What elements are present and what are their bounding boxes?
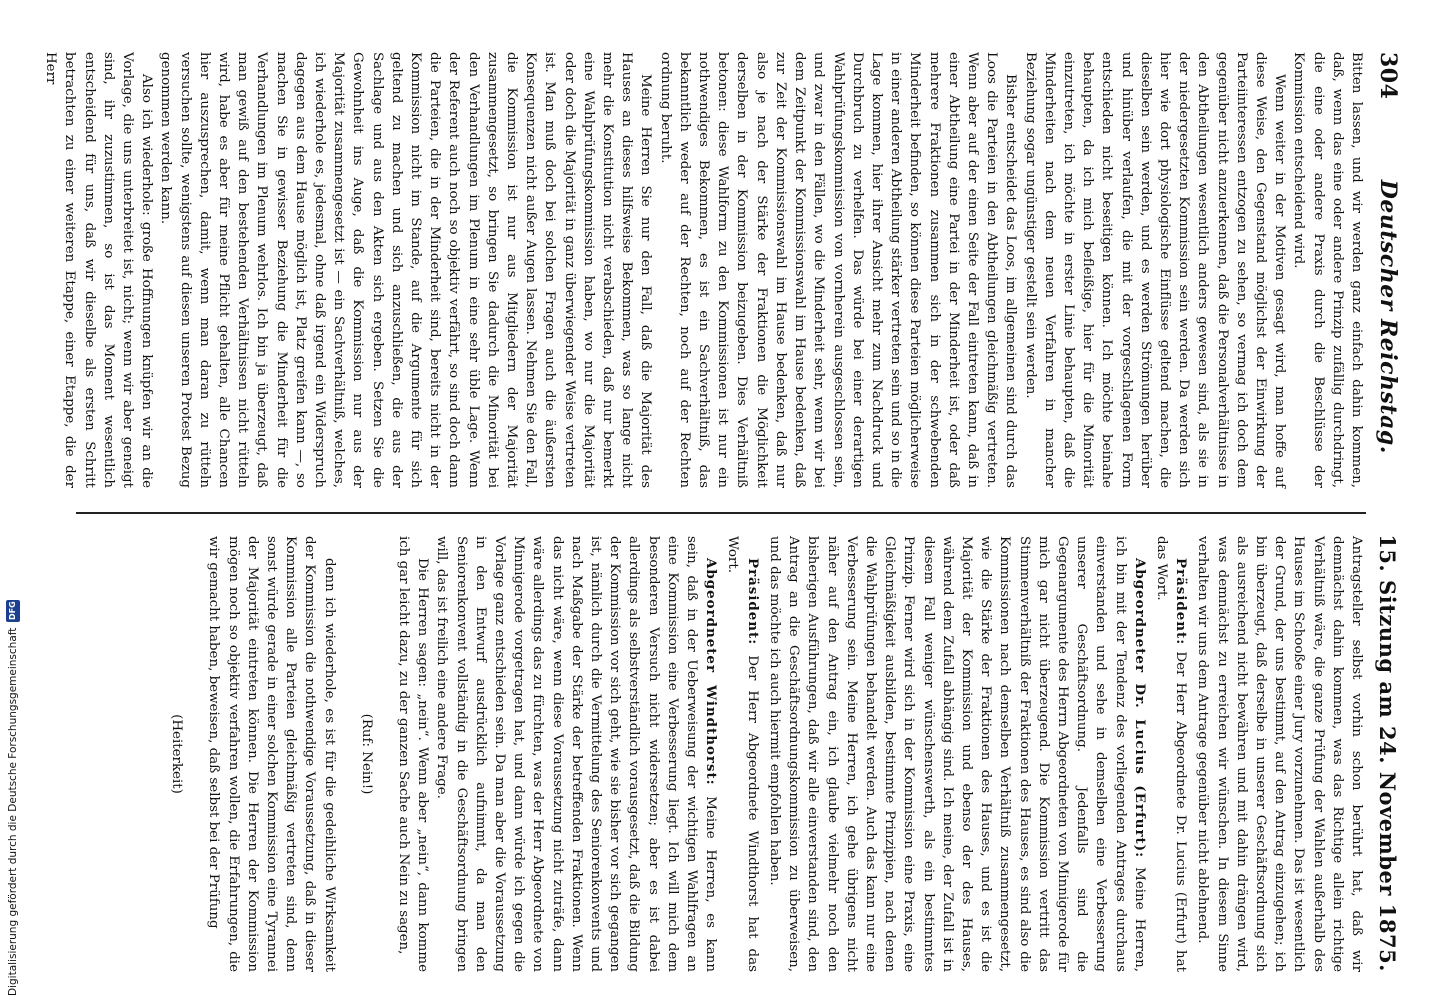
speaker-label: Präsident: — [744, 558, 761, 646]
credit-text: Digitalisierung gefördert durch die Deutsche Forschungsgemeinschaft — [7, 627, 19, 996]
left-column — [43, 52, 1366, 488]
speaker-label: Abgeordneter Windthorst: — [703, 558, 720, 786]
interjection: (Heiterkeit) — [169, 714, 185, 794]
rotated-page-content — [43, 52, 1408, 972]
body-paragraph: Wenn weiter in der Motiven gesagt wird, man hoffe auf diese Weise, den Gegenstand möglichst der Einwirkung der Parteiinteressen entzogen zu sehen, so vermag ich doch dem gegenüber nicht anzuerkennen, daß die Personalverhältnisse in den Abtheilungen wesentlich anders gewesen sind, als sie in der niedergesetzten Kommission sein werden. Da werden sich hier wie dort physiologische Einflüsse geltend machen, die dieselben sein werden, und es werden Strömungen herüber und hinüber verlaufen, die mit der vorgeschlagenen Form entschieden nicht beseitigen können. Ich möchte beinahe behaupten, da ich mich befleißige, hier für die Minorität einzutreten, ich möchte in erster Linie behaupten, daß die Minderheiten nach dem neuen Verfahren in mancher Beziehung sogar ungünstiger gestellt sein werden. — [1022, 52, 1288, 488]
speaker-label: Abgeordneter Dr. Lucius (Erfurt): — [1131, 558, 1148, 859]
body-paragraph: denn ich wiederhole, es ist für die gedeihliche Wirksamkeit der Kommission die nothwendige Voraussetzung, daß in dieser Kommission alle Parteien gleichmäßig vertreten sind, denn sonst würde gerade in einer solchen Kommission eine Tyrannei der Majorität eintreten können. Die Herren der Kommission mögen noch so objektiv verfahren wollen, die Erfahrungen, die wir gemacht haben, beweisen, daß selbst bei der Prüfung — [206, 536, 337, 972]
speech-text: Meine Herren, es kann sein, daß in der Ueberweisung der wichtigen Wahlfragen an eine Kommission eine Verbesserung liegt. Ich will mich dem besonderen Versuch nicht widersetzen; aber es ist dabei allerdings als selbstverständlich vorausgesetzt, daß die Bildung der Kommission vor sich geht, wie sie bisher vor sich gegangen ist, nämlich durch die Vermittelung des Seniorenkonvents und nach Maßgabe der Stärke der betreffenden Fraktionen. Wenn das nicht wäre, wenn diese Voraussetzung nicht zuträfe, dann wäre allerdings das zu fürchten, was der Herr Abgeordnete von Minnigerode vorgetragen hat, und dann würde ich gegen die Vorlage ganz entschieden sein. Da man aber die Voraussetzung in den Entwurf ausdrücklich aufnimmt, da man den Seniorenkonvent vollständig in die Geschäftsordnung bringen will, das ist freilich eine andere Frage. — [434, 536, 719, 972]
speech-text: Meine Herren, ich bin mit der Tendenz des vorliegenden Antrages durchaus einverstanden und sehe in demselben eine Verbesserung unserer Geschäftsordnung. Jedenfalls sind die Gegenargumente des Herrn Abgeordneten von Minnigerode für mich gar nicht überzeugend. Die Kommission vertritt das Stimmenverhältniß der Fraktionen des Hauses, es sind also die Kommissionen nach demselben Verhältniß zusammengesetzt, wie die Stärke der Fraktionen des Hauses, und es ist die Majorität der Kommission und ebenso der des Hauses, während dem Zufall abhängig sind. Ich meine, der Zufall ist in diesem Fall weniger wünschenswerth, als ein bestimmtes Prinzip. Ferner wird sich in der Kommission eine Praxis, eine Gleichmäßigkeit ausbilden, bestimmte Prinzipien, nach denen die Wahlprüfungen behandelt werden. Auch das kann nur eine Verbesserung sein. Meine Herren, ich gehe übrigens nicht näher auf den Antrag ein, ich glaube vielmehr noch den bisherigen Ausführungen, daß wir alle einverstanden sind, den Antrag an die Geschäftsordnungskommission zu überweisen, und das möchte ich auch hiermit empfohlen haben. — [766, 536, 1147, 972]
session-date: 15. Sitzung am 24. November 1875. — [1375, 534, 1401, 972]
body-paragraph: Bisher entscheidet das Loos, im allgemeinen sind durch das Loos die Parteien in den Abtheilungen gleichmäßig vertreten. Wenn aber auf der einen Seite der Fall eintreten kann, daß in einer Abtheilung eine Partei in der Minderheit ist, oder daß mehrere Fraktionen zusammen sich in der schwebenden Minderheit befinden, so können diese Parteien möglicherweise in einer anderen Abtheilung stärker vertreten sein und so in die Lage kommen, hier ihrer Ansicht mehr zum Nachdruck und Durchbruch zu verhelfen. Das würde bei einer derartigen Wahlprüfungskommission von vornherein ausgeschlossen sein, und zwar in den Fällen, wo die Minderheit sehr, wenn wir bei dem Zeitpunkt der Kommissionswahl im Hause bedenken, daß zur Zeit der Kommissionswahl im Hause bedenken, daß nur also je nach der Stärke der Fraktionen die Möglichkeit derselben in der Kommission beizugeben. Dies Verhältniß betonen: diese Wahlform zu den Kommissionen ist nur ein nothwendiges Bekommen, es ist ein Sachverhältniß, das bekanntlich weder auf der Rechten, noch auf der Rechten ordnung beruht. — [657, 52, 1019, 488]
page-number: 304 — [1375, 52, 1401, 100]
speaker-paragraph — [432, 536, 720, 972]
speaker-paragraph — [1152, 536, 1190, 972]
speech-text: Der Herr Abgeordnete Windthorst hat das Wort. — [725, 536, 760, 972]
dfg-logo: DFG — [6, 600, 20, 622]
speaker-paragraph — [765, 536, 1149, 972]
running-title: Deutscher Reichstag. — [1375, 179, 1401, 454]
right-column — [76, 536, 1366, 972]
body-paragraph: Also ich wiederhole: große Hoffnungen knüpfen wir an die Vorlage, die uns unterbreitet ist, nicht; wenn wir aber geneigt sind, ihr zuzustimmen, so ist das Moment wesentlich entscheidend für uns, daß wir dieselbe als ersten Schritt betrachten zu einer weiteren Etappe, einer Etappe, die der Herr — [43, 52, 155, 488]
column-divider — [76, 512, 1366, 514]
speaker-label: Präsident: — [1173, 558, 1190, 646]
interjection: (Ruf: Nein!) — [358, 713, 374, 795]
body-paragraph: Meine Herren Sie nur den Fall, daß die Majorität des Hauses an dieses hilfsweise Bekommen, was so lange nicht mehr die Konstitution nicht verabschieden, daß nur bemerkt eine Wahlprüfungskommission haben, wo nur die Majorität oder doch die Majorität in ganz überwiegender Weise vertreten ist. Man muß doch bei solchen Fragen auch die äußersten Konsequenzen nicht außer Augen lassen. Nehmen Sie den Fall, die Kommission ist nur aus Mitgliedern der Majorität zusammengesetzt, so bringen Sie dadurch die Minorität bei den Verhandlungen im Plenum in eine sehr üble Lage. Wenn der Referent auch noch so objektiv verfährt, so sind doch dann die Parteien, die in der Minderheit sind, bereits nicht in der Kommission nicht im Stande, auf die Argumente für sich geltend zu machen und sich anzuschließen, die aus der Sachlage und aus den Akten sich ergeben. Setzen Sie die Gewohnheit ins Auge, daß die Kommission nur aus der Majorität zusammengesetzt ist — ein Sachverhältniß, welches, ich wiederhole es, jedesmal, ohne daß irgend ein Widerspruch dagegen aus dem Hause möglich ist, Platz greifen kann —, so machen Sie in gewisser Beziehung die Minderheit für die Verhandlungen im Plenum wehrlos. Ich bin ja überzeugt, daß man gewiß auf den bestehenden Verhältnissen nicht rütteln wird, habe es aber für meine Pflicht gehalten, alle Chancen hier auszusprechen, damit, wenn man daran zu rütteln versuchen sollte, wenigstens auf diesen unseren Protest Bezug genommen werden kann. — [158, 52, 654, 488]
digitization-credit — [6, 600, 20, 996]
body-paragraph: Die Herren sagen: „nein“. Wenn aber „nein“, dann komme ich gar leicht dazu, zu der ganzen Sache auch Nein zu sagen, — [396, 536, 431, 972]
speaker-paragraph — [723, 536, 761, 972]
body-paragraph: Bitten lassen, und wir werden ganz einfach dahin kommen, daß, wenn das eine oder andere Prinzip zufällig durchdringt, die eine oder andere Praxis durch die Beschlüsse der Kommission entscheidend wird. — [1291, 52, 1364, 488]
page-header — [1368, 52, 1408, 972]
speech-text: Der Herr Abgeordnete Dr. Lucius (Erfurt) hat das Wort. — [1153, 536, 1189, 972]
body-paragraph: Antragsteller selbst vorhin schon berührt hat, daß wir demnächst dahin kommen, was das Richtige allein richtige Verhältniß wäre, die ganze Prüfung der Wahlen außerhalb des Hauses im Schooße einer Jury vorzunehmen. Das ist wesentlich der Grund, der uns bestimmt, auf den Antrag einzugehen; ich bin überzeugt, daß derselbe in unserer Geschäftsordnung sich als ausreichend nicht bewähren und mit dahin drängen wird, was demnächst zu erreichen wir wünschen. In diesem Sinne verhalten wir uns dem Antrage gegenüber nicht ablehnend. — [1195, 536, 1364, 972]
